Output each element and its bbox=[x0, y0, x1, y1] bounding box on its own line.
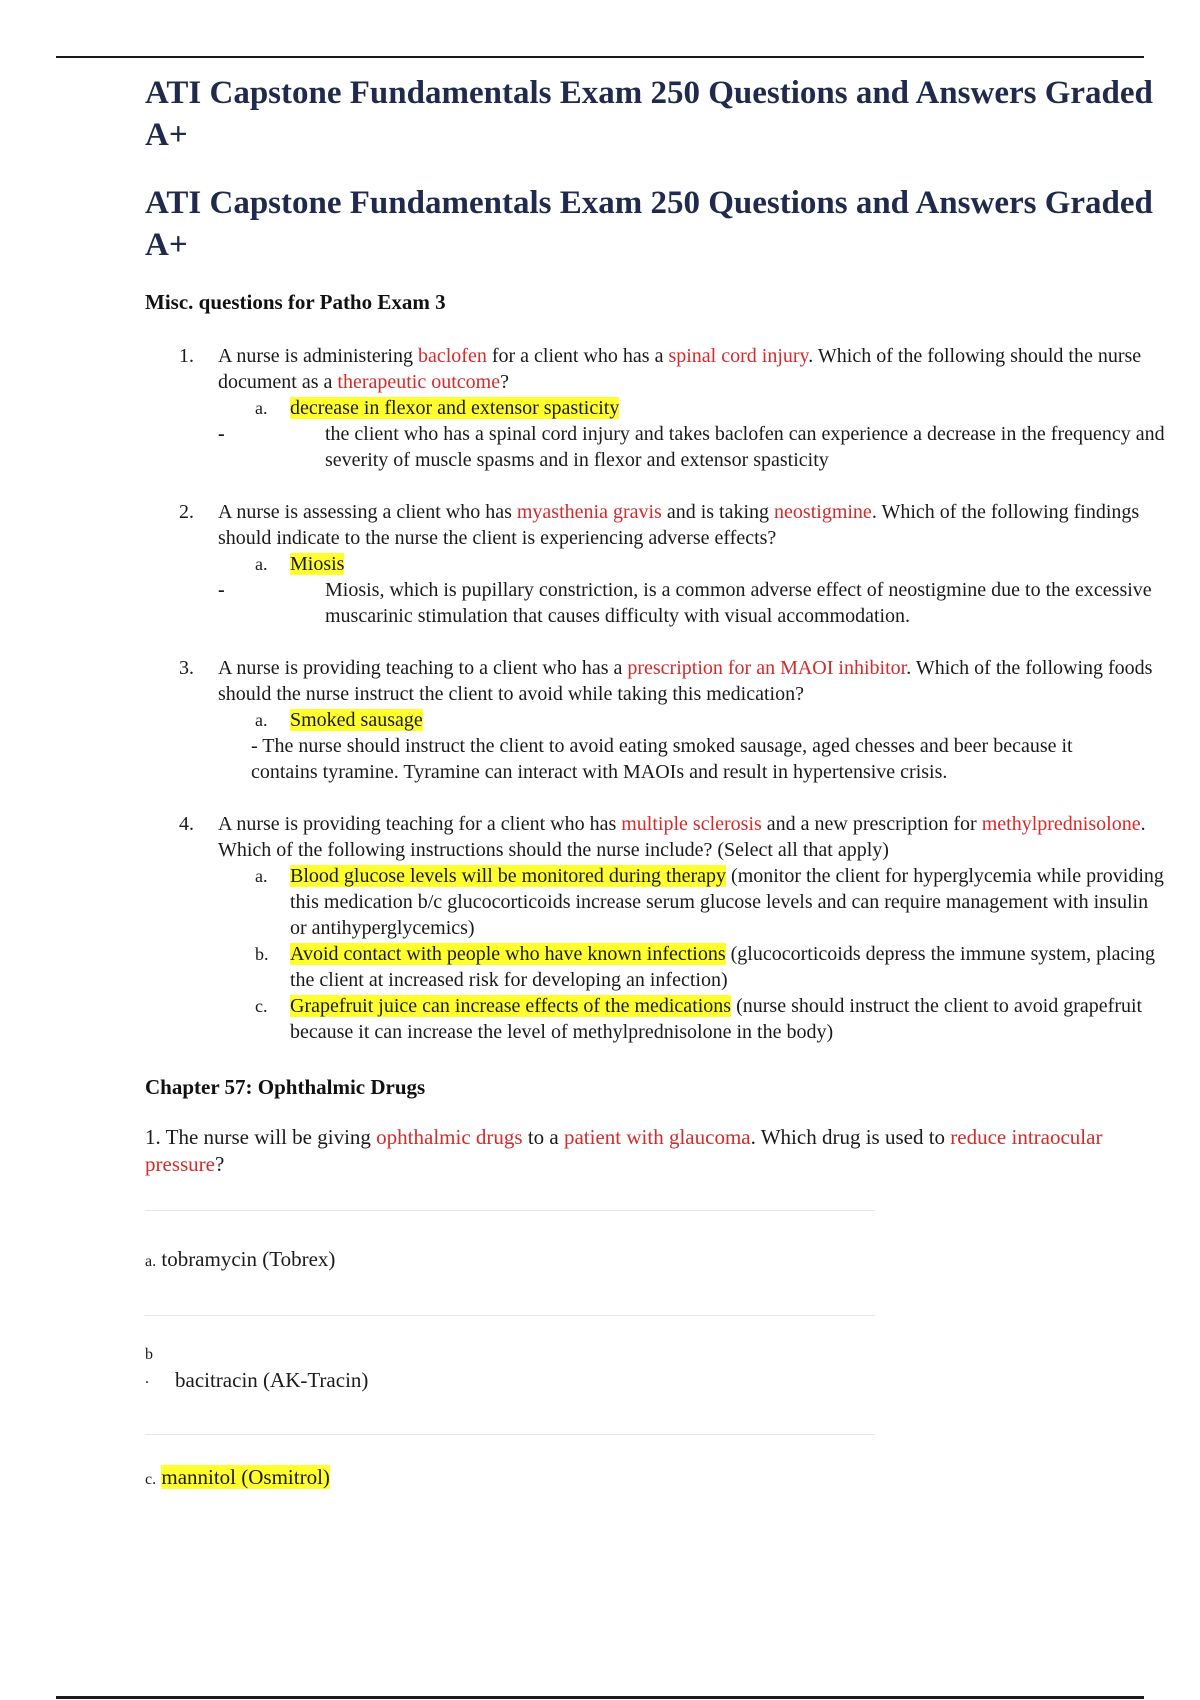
question-2 bbox=[145, 499, 1165, 629]
question-number: 1. bbox=[145, 1125, 161, 1149]
section-heading-chapter-57: Chapter 57: Ophthalmic Drugs bbox=[145, 1075, 426, 1099]
document-page bbox=[145, 72, 1165, 1490]
document-title: ATI Capstone Fundamentals Exam 250 Questions and Answers Graded A+ bbox=[145, 75, 1153, 153]
question-text: A nurse is providing teaching for a client who has multiple sclerosis and a new prescription for methylprednisolone. Which of the following instructions should the nurse include? (Select all that apply) bbox=[218, 813, 1146, 861]
question-text: A nurse is assessing a client who has myasthenia gravis and is taking neostigmine. Which of the following findings should indicate to the nurse the client is experiencing adverse effects? bbox=[218, 501, 1140, 549]
option-label: a. bbox=[255, 866, 268, 886]
answer-explanation: - Miosis, which is pupillary constriction, is a common adverse effect of neostigmine due to the excessive muscarinic stimulation that causes difficulty with visual accommodation. bbox=[218, 579, 1152, 627]
question-number: 1. bbox=[179, 345, 194, 367]
document-title-repeat: ATI Capstone Fundamentals Exam 250 Questions and Answers Graded A+ bbox=[145, 185, 1153, 263]
option-label: a. bbox=[255, 554, 268, 574]
divider bbox=[145, 1210, 875, 1211]
answer-option bbox=[145, 707, 1165, 733]
option-label: c. bbox=[255, 996, 268, 1016]
question-number: 3. bbox=[179, 657, 194, 679]
question-4 bbox=[145, 811, 1165, 1045]
option-rationale: (glucocorticoids depress the immune system, placing the client at increased risk for developing an infection) bbox=[290, 943, 1155, 991]
section-heading-misc: Misc. questions for Patho Exam 3 bbox=[145, 290, 446, 314]
question-1 bbox=[145, 343, 1165, 473]
choice-label: a. bbox=[145, 1253, 157, 1270]
answer-option bbox=[145, 993, 1165, 1045]
correct-answer: Avoid contact with people who have known infections bbox=[290, 943, 726, 965]
option-rationale: (nurse should instruct the client to avoid grapefruit because it can increase the level of methylprednisolone in the body) bbox=[290, 995, 1143, 1043]
choice-label-dot: . bbox=[145, 1370, 149, 1387]
choice-text: bacitracin (AK-Tracin) bbox=[175, 1368, 369, 1392]
top-rule bbox=[56, 56, 1144, 58]
correct-answer: decrease in flexor and extensor spasticity bbox=[290, 397, 620, 419]
question-text: A nurse is providing teaching to a client who has a prescription for an MAOI inhibitor. Which of the following foods should the nurse instruct the client to avoid while taking this medication? bbox=[218, 657, 1153, 705]
correct-answer: Blood glucose levels will be monitored during therapy bbox=[290, 865, 727, 887]
option-rationale: (monitor the client for hyperglycemia while providing this medication b/c glucocorticoids increase serum glucose levels and can require management with insulin or antihyperglycemics) bbox=[290, 865, 1164, 939]
choice-c bbox=[145, 1465, 1165, 1490]
divider bbox=[145, 1315, 875, 1316]
answer-option bbox=[145, 551, 1165, 577]
answer-explanation: - The nurse should instruct the client to avoid eating smoked sausage, aged chesses and beer because it contains tyramine. Tyramine can interact with MAOIs and result in hypertensive crisis. bbox=[251, 735, 1073, 783]
choice-b bbox=[145, 1346, 1165, 1416]
question-number: 4. bbox=[179, 813, 194, 835]
answer-option bbox=[145, 863, 1165, 941]
answer-option bbox=[145, 941, 1165, 993]
correct-answer: Grapefruit juice can increase effects of the medications bbox=[290, 995, 732, 1017]
option-label: a. bbox=[255, 398, 268, 418]
divider bbox=[145, 1434, 875, 1435]
choice-text: tobramycin (Tobrex) bbox=[161, 1247, 336, 1271]
correct-answer: Smoked sausage bbox=[290, 709, 423, 731]
correct-answer: Miosis bbox=[290, 553, 345, 575]
answer-explanation: - the client who has a spinal cord injury and takes baclofen can experience a decrease in the frequency and severity of muscle spasms and in flexor and extensor spasticity bbox=[218, 423, 1165, 471]
option-label: a. bbox=[255, 710, 268, 730]
bottom-rule bbox=[56, 1696, 1144, 1699]
choice-a bbox=[145, 1247, 1165, 1295]
choice-label: c. bbox=[145, 1471, 157, 1488]
correct-answer: mannitol (Osmitrol) bbox=[161, 1465, 330, 1489]
chapter-question-1: 1. The nurse will be giving ophthalmic drugs to a patient with glaucoma. Which drug is used to reduce intraocular pressure? bbox=[145, 1125, 1103, 1176]
choice-label: b bbox=[145, 1346, 153, 1363]
answer-option bbox=[145, 395, 1165, 421]
question-text: A nurse is administering baclofen for a client who has a spinal cord injury. Which of the following should the nurse document as a therapeutic outcome? bbox=[218, 345, 1142, 393]
question-number: 2. bbox=[179, 501, 194, 523]
option-label: b. bbox=[255, 944, 269, 964]
question-3 bbox=[145, 655, 1165, 785]
